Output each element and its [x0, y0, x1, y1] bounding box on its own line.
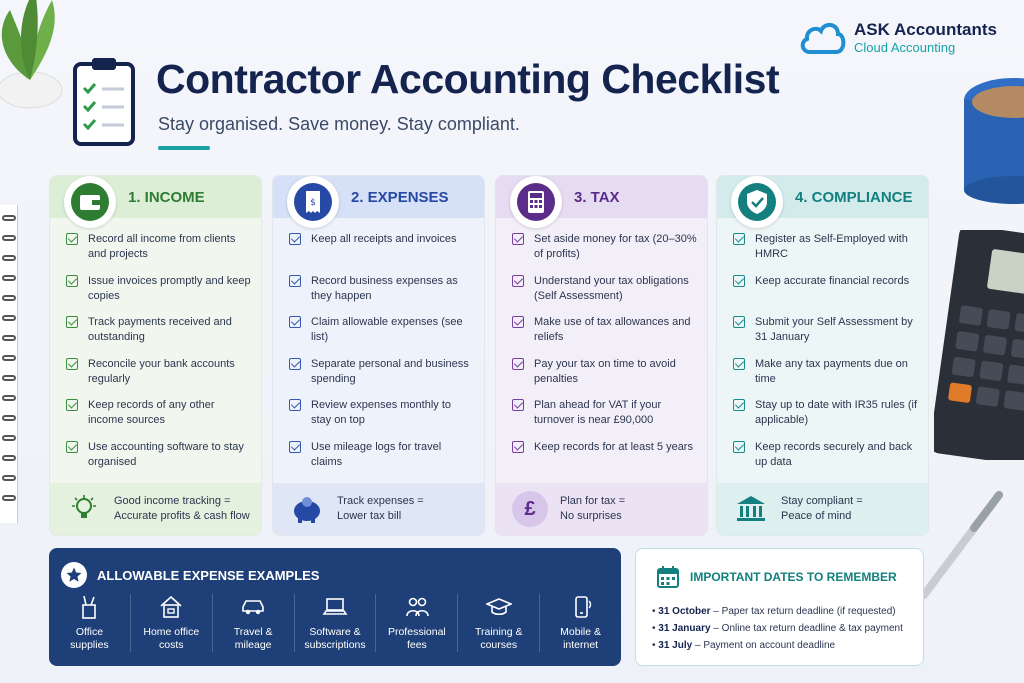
svg-text:$: $: [310, 198, 316, 208]
list-item: Issue invoices promptly and keep copies: [66, 274, 251, 316]
checkbox-icon: [289, 358, 301, 370]
expense-item-travel: Travel & mileage: [213, 594, 295, 652]
list-item: Keep records for at least 5 years: [512, 440, 697, 482]
tax-card: [495, 175, 708, 536]
checkbox-icon: [66, 399, 78, 411]
receipt-icon: [287, 176, 339, 228]
important-dates-title: IMPORTANT DATES TO REMEMBER: [690, 570, 897, 584]
list-item: Reconcile your bank accounts regularly: [66, 357, 251, 399]
people-icon: [404, 594, 430, 620]
checkbox-icon: [289, 316, 301, 328]
list-item: Claim allowable expenses (see list): [289, 315, 474, 357]
checkbox-icon: [733, 233, 745, 245]
list-item: Use accounting software to stay organised: [66, 440, 251, 482]
checkbox-icon: [512, 275, 524, 287]
brand: [798, 18, 997, 58]
checkbox-icon: [289, 399, 301, 411]
expenses-heading: 2. EXPENSES: [273, 176, 484, 218]
cloud-icon: [798, 18, 846, 58]
calculator-icon: [510, 176, 562, 228]
checkbox-icon: [512, 316, 524, 328]
checkbox-icon: [512, 399, 524, 411]
bank-icon: [733, 491, 769, 527]
list-item: Register as Self-Employed with HMRC: [733, 232, 918, 274]
list-item: Keep records of any other income sources: [66, 398, 251, 440]
list-item: Stay up to date with IR35 rules (if applicable): [733, 398, 918, 440]
checkbox-icon: [733, 441, 745, 453]
star-icon: [61, 562, 87, 588]
pound-icon: £: [512, 491, 548, 527]
checkbox-icon: [289, 441, 301, 453]
list-item: Understand your tax obligations (Self Assessment): [512, 274, 697, 316]
calculator-decoration: [934, 230, 1024, 460]
expenses-card: [272, 175, 485, 536]
list-item: Set aside money for tax (20–30% of profits): [512, 232, 697, 274]
income-footer: Good income tracking = Accurate profits & cash flow: [50, 483, 261, 535]
plant-decoration: [0, 0, 70, 110]
list-item: Record all income from clients and projects: [66, 232, 251, 274]
checkbox-icon: [66, 358, 78, 370]
car-icon: [240, 594, 266, 620]
list-item: Pay your tax on time to avoid penalties: [512, 357, 697, 399]
list-item: Use mileage logs for travel claims: [289, 440, 474, 482]
list-item: Make any tax payments due on time: [733, 357, 918, 399]
pencil-cup-icon: [76, 594, 102, 620]
expense-examples-panel: [49, 548, 621, 666]
checkbox-icon: [512, 441, 524, 453]
list-item: Plan ahead for VAT if your turnover is near £90,000: [512, 398, 697, 440]
compliance-heading: 4. COMPLIANCE: [717, 176, 928, 218]
list-item: Separate personal and business spending: [289, 357, 474, 399]
shield-check-icon: [731, 176, 783, 228]
checkbox-icon: [66, 275, 78, 287]
checkbox-icon: [289, 275, 301, 287]
list-item: Track payments received and outstanding: [66, 315, 251, 357]
income-card: [49, 175, 262, 536]
list-item: Keep records securely and back up data: [733, 440, 918, 482]
checkbox-icon: [733, 316, 745, 328]
expense-examples-title: ALLOWABLE EXPENSE EXAMPLES: [97, 567, 320, 583]
checkbox-icon: [66, 441, 78, 453]
tax-heading: 3. TAX: [496, 176, 707, 218]
laptop-icon: [322, 594, 348, 620]
expense-item-software: Software & subscriptions: [295, 594, 377, 652]
calendar-icon: [656, 565, 680, 589]
checkbox-icon: [733, 358, 745, 370]
brand-tagline: Cloud Accounting: [854, 40, 956, 55]
lightbulb-icon: [66, 491, 102, 527]
list-item: Submit your Self Assessment by 31 January: [733, 315, 918, 357]
date-item: • 31 October – Paper tax return deadline (if requested): [652, 606, 896, 617]
important-dates-panel: [635, 548, 924, 666]
checkbox-icon: [289, 233, 301, 245]
expenses-footer: Track expenses = Lower tax bill: [273, 483, 484, 535]
list-item: Record business expenses as they happen: [289, 274, 474, 316]
checkbox-icon: [733, 275, 745, 287]
list-item: Review expenses monthly to stay on top: [289, 398, 474, 440]
page-title: Contractor Accounting Checklist: [156, 56, 780, 102]
tax-footer: £ Plan for tax = No surprises: [496, 483, 707, 535]
mobile-icon: [568, 594, 594, 620]
checkbox-icon: [512, 233, 524, 245]
checkbox-icon: [512, 358, 524, 370]
clipboard-checklist-icon: [72, 56, 136, 146]
income-heading: 1. INCOME: [50, 176, 261, 218]
checkbox-icon: [66, 233, 78, 245]
expense-item-training: Training & courses: [458, 594, 540, 652]
list-item: Keep accurate financial records: [733, 274, 918, 316]
graduation-cap-icon: [486, 594, 512, 620]
wallet-icon: [64, 176, 116, 228]
list-item: Make use of tax allowances and reliefs: [512, 315, 697, 357]
date-item: • 31 July – Payment on account deadline: [652, 640, 836, 651]
date-item: • 31 January – Online tax return deadline & tax payment: [652, 623, 903, 634]
coffee-mug-decoration: [954, 70, 1024, 210]
page-subtitle: Stay organised. Save money. Stay compliant.: [158, 114, 520, 134]
brand-name: ASK Accountants: [854, 20, 997, 39]
checkbox-icon: [733, 399, 745, 411]
compliance-card: [716, 175, 929, 536]
expense-item-mobile: Mobile & internet: [540, 594, 621, 652]
expense-item-home-office: Home office costs: [131, 594, 213, 652]
list-item: Keep all receipts and invoices: [289, 232, 474, 274]
notebook-decoration: [0, 205, 18, 523]
accent-divider: [158, 146, 210, 150]
checkbox-icon: [66, 316, 78, 328]
compliance-footer: Stay compliant = Peace of mind: [717, 483, 928, 535]
piggy-bank-icon: [289, 491, 325, 527]
expense-item-professional-fees: Professional fees: [376, 594, 458, 652]
house-icon: [158, 594, 184, 620]
expense-item-office-supplies: Office supplies: [49, 594, 131, 652]
